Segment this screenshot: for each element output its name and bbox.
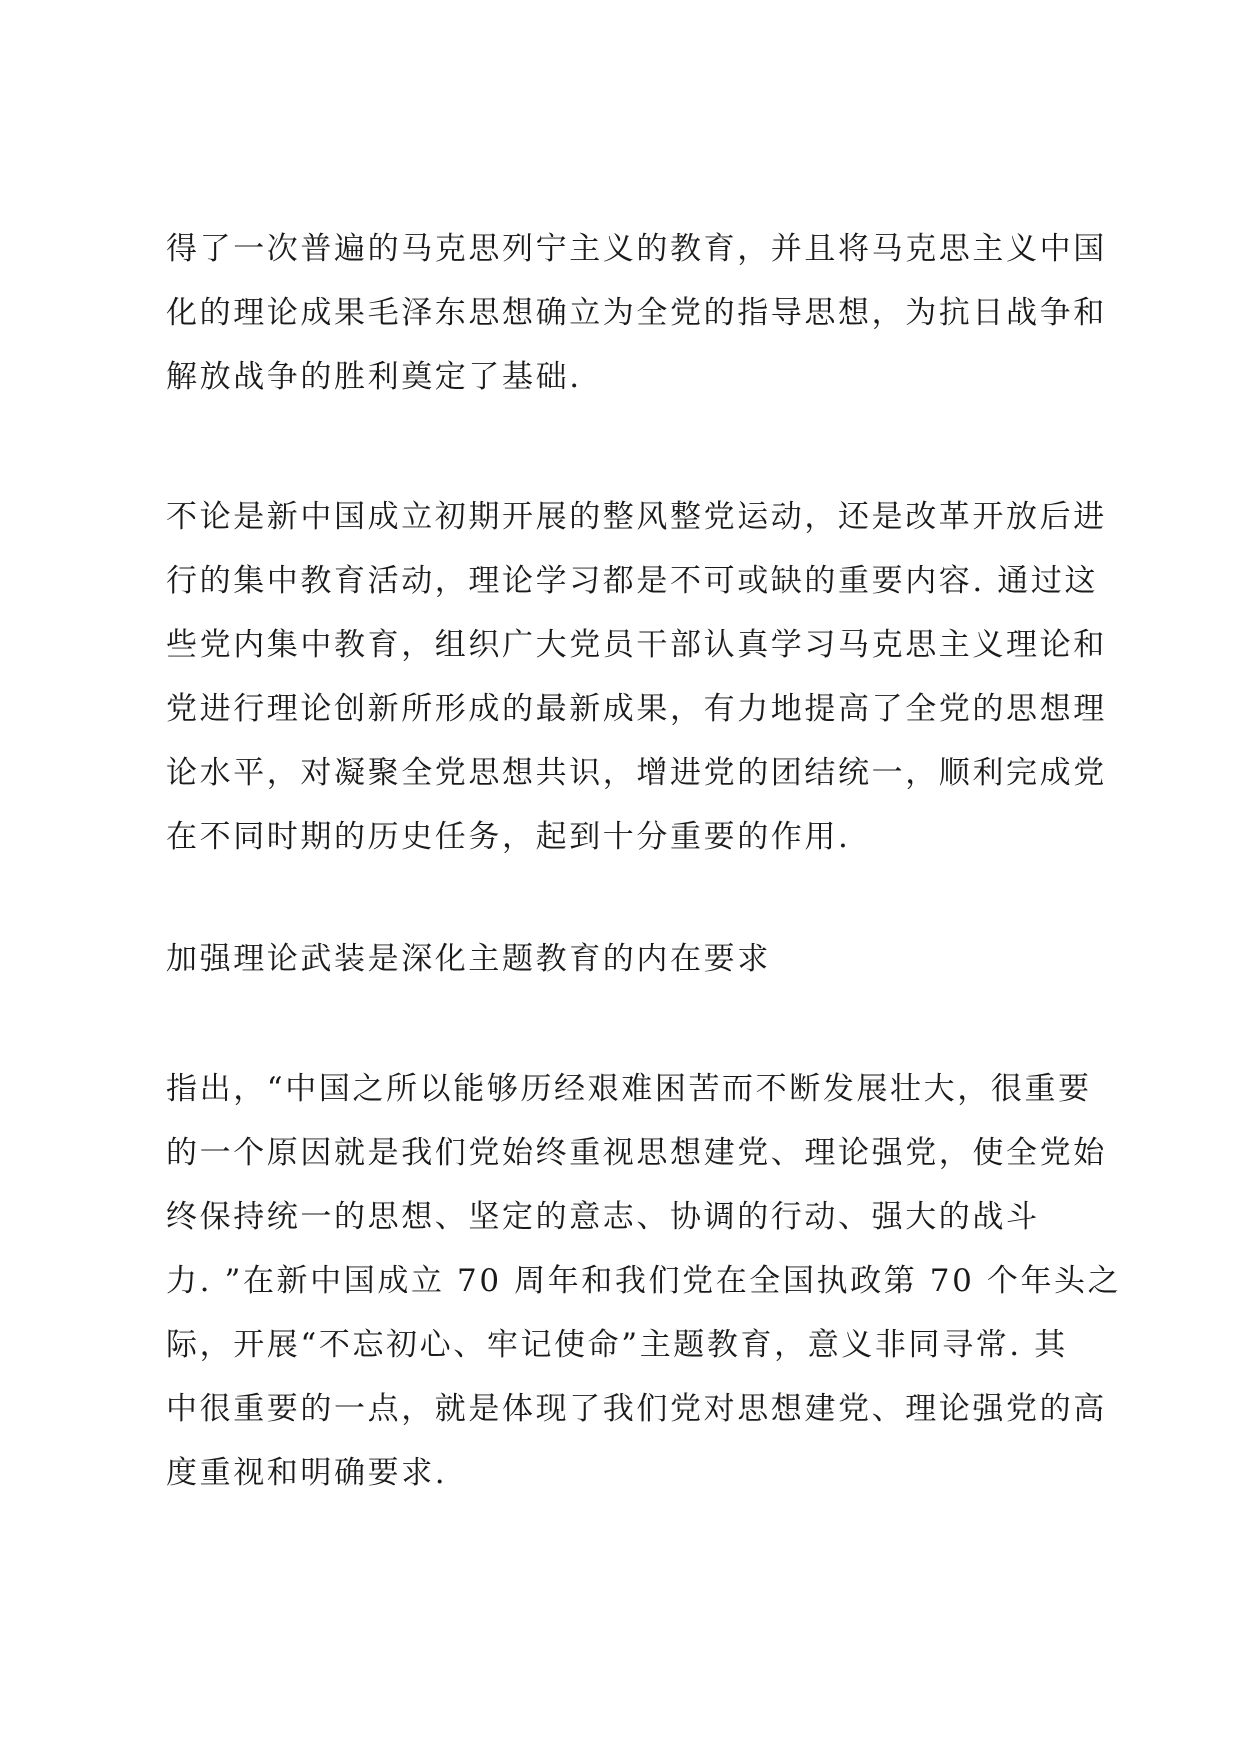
text-line: 终保持统一的思想、坚定的意志、协调的行动、强大的战斗: [166, 1199, 1040, 1235]
text-line: 得了一次普遍的马克思列宁主义的教育，并且将马克思主义中国: [166, 231, 1107, 267]
text-line: 际，开展“不忘初心、牢记使命”主题教育，意义非同寻常. 其: [166, 1327, 1068, 1363]
text-line: 解放战争的胜利奠定了基础.: [166, 359, 582, 395]
text-line: 党进行理论创新所形成的最新成果，有力地提高了全党的思想理: [166, 691, 1107, 727]
paragraph-3: [166, 1057, 1122, 1505]
heading-text: 加强理论武装是深化主题教育的内在要求: [166, 941, 771, 977]
paragraph-1: [166, 217, 1107, 409]
text-line: 在不同时期的历史任务，起到十分重要的作用.: [166, 819, 851, 855]
text-line: 论水平，对凝聚全党思想共识，增进党的团结统一，顺利完成党: [166, 755, 1107, 791]
paragraph-2: [166, 485, 1107, 869]
text-line: 化的理论成果毛泽东思想确立为全党的指导思想，为抗日战争和: [166, 295, 1107, 331]
text-line: 中很重要的一点，就是体现了我们党对思想建党、理论强党的高: [166, 1391, 1107, 1427]
text-line: 度重视和明确要求.: [166, 1455, 448, 1491]
text-line: 行的集中教育活动，理论学习都是不可或缺的重要内容. 通过这: [166, 563, 1099, 599]
section-heading: [166, 927, 1096, 991]
text-line: 些党内集中教育，组织广大党员干部认真学习马克思主义理论和: [166, 627, 1107, 663]
text-line: 的一个原因就是我们党始终重视思想建党、理论强党，使全党始: [166, 1135, 1107, 1171]
text-line: 力. ”在新中国成立 70 周年和我们党在全国执政第 70 个年头之: [166, 1263, 1122, 1299]
text-line: 不论是新中国成立初期开展的整风整党运动，还是改革开放后进: [166, 499, 1107, 535]
text-line: 指出，“中国之所以能够历经艰难困苦而不断发展壮大，很重要: [166, 1071, 1092, 1107]
